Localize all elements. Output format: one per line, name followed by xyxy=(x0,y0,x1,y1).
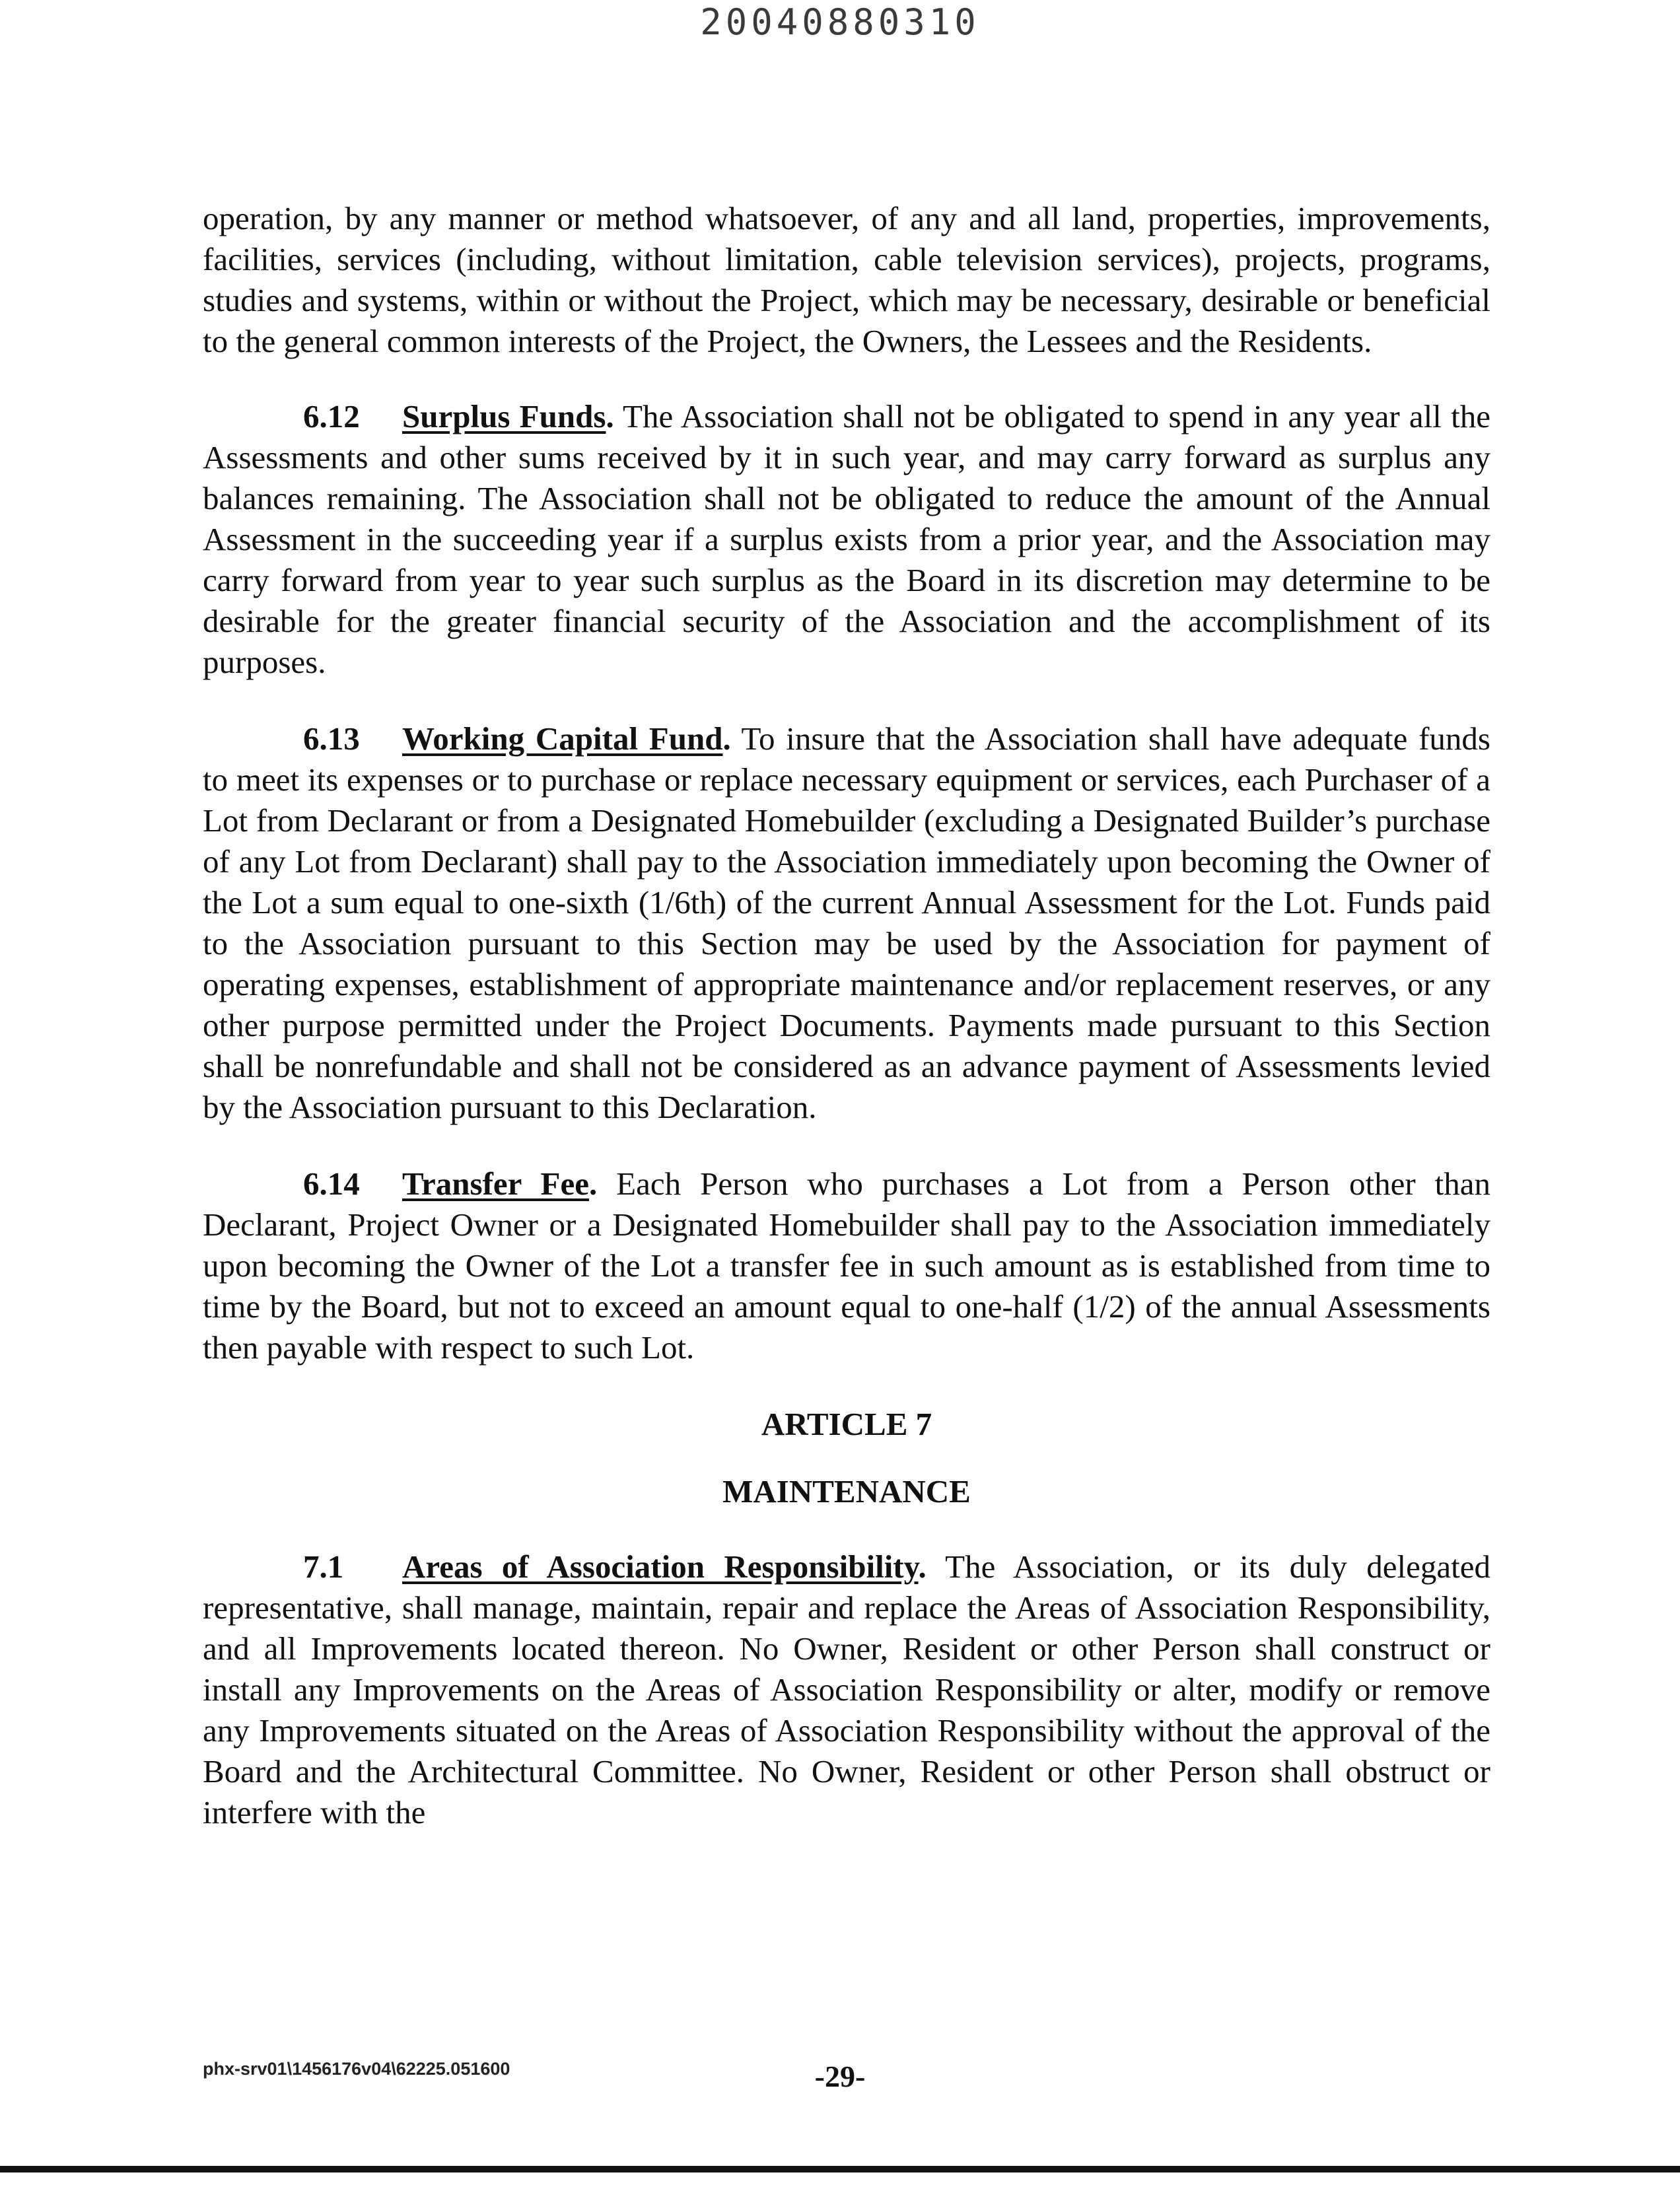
section-title: Transfer Fee xyxy=(402,1165,589,1202)
section-6-13 xyxy=(203,718,1490,1128)
section-text: The Association, or its duly delegated representative, shall manage, maintain, repair and replace the Areas of Association Responsibility, and all Improvements located thereon. No Owner, Resident or other Person shall construct or install any Improvements on the Areas of Association Responsibility or alter, modify or remove any Improvements situated on the Areas of Association Responsibility without the approval of the Board and the Architectural Committee. No Owner, Resident or other Person shall obstruct or interfere with the xyxy=(203,1548,1490,1830)
section-6-14 xyxy=(203,1163,1490,1368)
section-title-period: . xyxy=(722,720,731,757)
section-number: 6.12 xyxy=(303,398,360,434)
article-title: MAINTENANCE xyxy=(722,1473,971,1510)
document-number: 20040880310 xyxy=(700,1,980,43)
section-7-1 xyxy=(203,1546,1490,1833)
article-label: ARTICLE 7 xyxy=(761,1406,932,1442)
section-text: Each Person who purchases a Lot from a Person other than Declarant, Project Owner or a Designated Homebuilder shall pay to the Association immediately upon becoming the Owner of the Lot a transfer fee in such amount as is established from time to time by the Board, but not to exceed an amount equal to one-half (1/2) of the annual Assessments then payable with respect to such Lot. xyxy=(203,1165,1490,1366)
page-number: -29- xyxy=(814,2060,866,2093)
section-title-period: . xyxy=(606,398,614,434)
section-6-12 xyxy=(203,396,1490,683)
section-number: 6.14 xyxy=(303,1165,360,1202)
section-title-period: . xyxy=(588,1165,598,1202)
section-title: Areas of Association Responsibility xyxy=(402,1548,919,1585)
bottom-rule xyxy=(0,2166,1680,2172)
section-title: Working Capital Fund xyxy=(402,720,723,757)
section-text: To insure that the Association shall have adequate funds to meet its expenses or to purchase or replace necessary equipment or services, each Purchaser of a Lot from Declarant or from a Designated Homebuilder (excluding a Designated Builder’s purchase of any Lot from Declarant) shall pay to the Association immediately upon becoming the Owner of the Lot a sum equal to one-sixth (1/6th) of the current Annual Assessment for the Lot. Funds paid to the Association pursuant to this Section may be used by the Association for payment of operating expenses, establishment of appropriate maintenance and/or replacement reserves, or any other purpose permitted under the Project Documents. Payments made pursuant to this Section shall be nonrefundable and shall not be considered as an advance payment of Assessments levied by the Association pursuant to this Declaration. xyxy=(203,720,1491,1125)
section-title: Surplus Funds xyxy=(402,398,606,434)
intro-paragraph: operation, by any manner or method whatsoever, of any and all land, properties, improvements, facilities, services (including, without limitation, cable television services), projects, programs, studies and systems, within or without the Project, which may be necessary, desirable or beneficial to the general common interests of the Project, the Owners, the Lessees and the Residents. xyxy=(203,200,1490,359)
section-text: The Association shall not be obligated to spend in any year all the Assessments and other sums received by it in such year, and may carry forward as surplus any balances remaining. The Association shall not be obligated to reduce the amount of the Annual Assessment in the succeeding year if a surplus exists from a prior year, and the Association may carry forward from year to year such surplus as the Board in its discretion may determine to be desirable for the greater financial security of the Association and the accomplishment of its purposes. xyxy=(203,398,1490,680)
section-number: 6.13 xyxy=(303,720,360,757)
file-reference: phx-srv01\1456176v04\62225.051600 xyxy=(203,2059,510,2079)
document-body xyxy=(203,198,1490,1869)
section-number: 7.1 xyxy=(303,1548,344,1585)
section-title-period: . xyxy=(918,1548,927,1585)
